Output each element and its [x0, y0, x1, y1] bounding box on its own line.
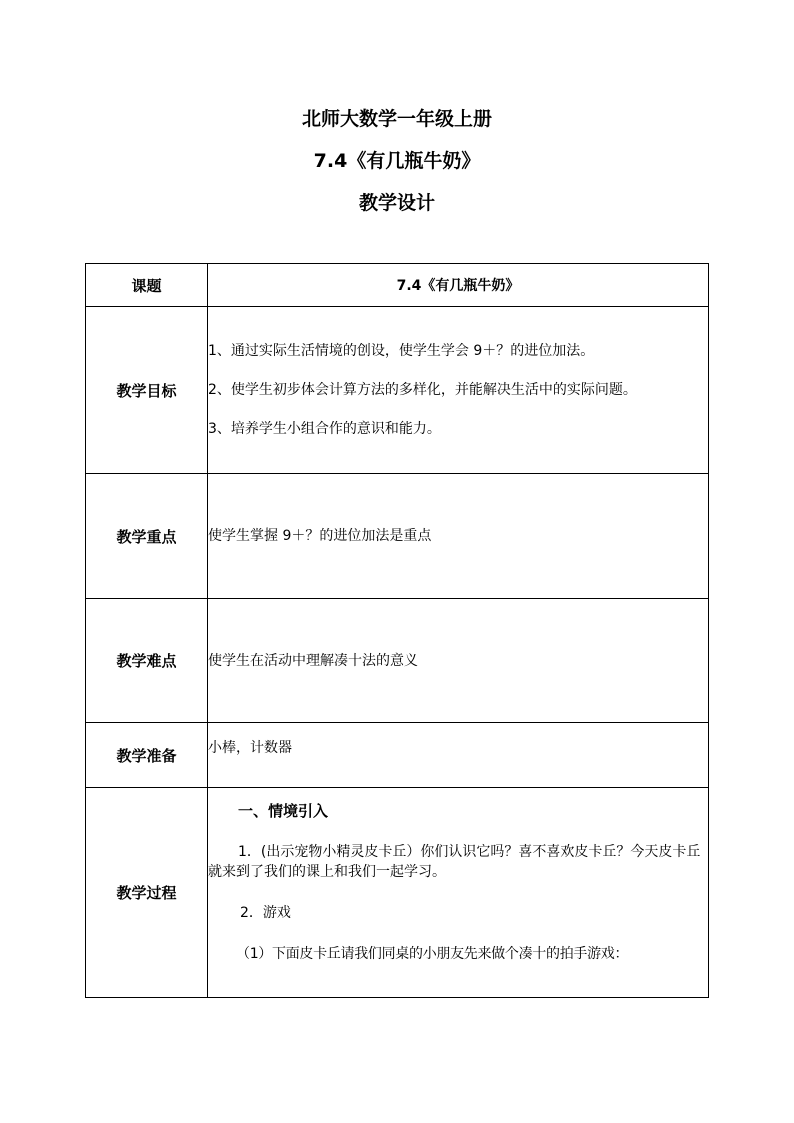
- goals-row: [86, 307, 709, 474]
- document-subtitle: 教学设计: [358, 192, 435, 214]
- difficulty-label: 教学难点: [86, 599, 208, 723]
- preparation-value: 小棒，计数器: [208, 723, 709, 788]
- preparation-row: [86, 723, 709, 788]
- document-title: 北师大数学一年级上册: [301, 108, 492, 130]
- key-point-value: 使学生掌握 9＋？的进位加法是重点: [208, 474, 709, 599]
- topic-value: 7.4《有几瓶牛奶》: [208, 264, 709, 307]
- lesson-plan-table: [85, 263, 709, 998]
- goals-cell: [208, 307, 709, 474]
- goal-item-2: 2、使学生初步体会计算方法的多样化，并能解决生活中的实际问题。: [208, 382, 637, 398]
- process-row: [86, 788, 709, 998]
- key-point-label: 教学重点: [86, 474, 208, 599]
- difficulty-row: [86, 599, 709, 723]
- process-paragraph-1: 1．(出示宠物小精灵皮卡丘）你们认识它吗？喜不喜欢皮卡丘？今天皮卡丘就来到了我们的课上和我们一起学习。: [208, 844, 701, 880]
- process-paragraph-2: 2．游戏: [240, 905, 291, 921]
- process-label: 教学过程: [86, 788, 208, 998]
- goal-item-1: 1、通过实际生活情境的创设，使学生学会 9＋？的进位加法。: [208, 343, 595, 359]
- difficulty-value: 使学生在活动中理解凑十法的意义: [208, 599, 709, 723]
- lesson-title: 7.4《有几瓶牛奶》: [313, 150, 481, 172]
- goals-label: 教学目标: [86, 307, 208, 474]
- topic-label: 课题: [86, 264, 208, 307]
- process-cell: [208, 788, 709, 998]
- key-point-row: [86, 474, 709, 599]
- preparation-label: 教学准备: [86, 723, 208, 788]
- topic-row: [86, 264, 709, 307]
- process-paragraph-3: （1）下面皮卡丘请我们同桌的小朋友先来做个凑十的拍手游戏：: [236, 946, 629, 962]
- goal-item-3: 3、培养学生小组合作的意识和能力。: [208, 421, 441, 437]
- process-section-heading: 一、情境引入: [238, 802, 329, 820]
